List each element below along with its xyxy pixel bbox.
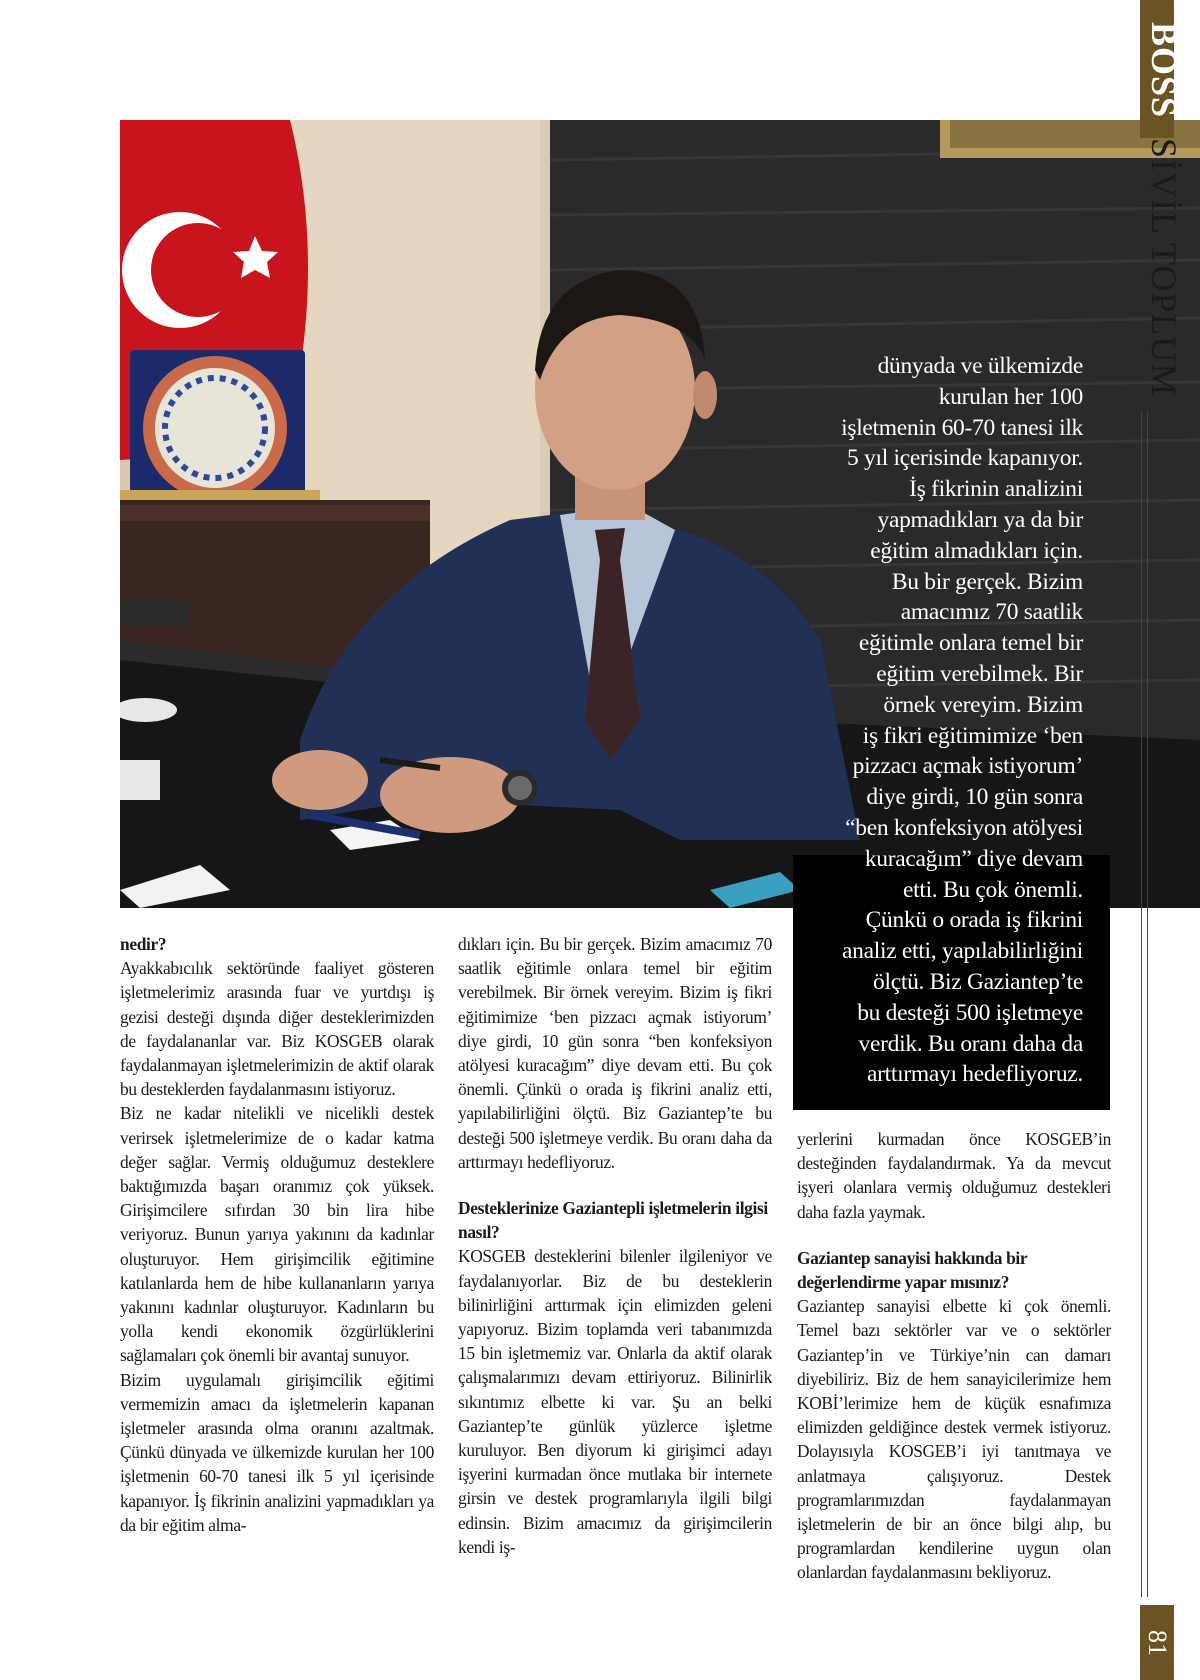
- pull-quote-line: ölçtü. Biz Gaziantep’te: [873, 968, 1083, 995]
- page-number: 81: [1140, 1605, 1174, 1680]
- article-column-2: [458, 932, 772, 1559]
- article-column-1: [120, 932, 434, 1537]
- pull-quote-line: Çünkü o orada iş fikrini: [865, 907, 1083, 934]
- pull-quote-line: eğitimle onlara temel bir: [858, 630, 1083, 657]
- question-heading: nedir?: [120, 934, 167, 954]
- pull-quote-line: eğitim verebilmek. Bir: [876, 660, 1083, 687]
- pull-quote-line: verdik. Bu oranı daha da: [858, 1030, 1083, 1057]
- article-paragraph: Bizim uygulamalı girişimcilik eğitimi vermemizin amacı da işletmelerin kapanan işletmeler arasında olma oranını azaltmak. Çünkü dünyada ve ülkemizde kurulan her 100 işletmenin 60-70 tanesi ilk 5 yıl içerisinde kapanıyor. İş fikrinin analizini yapmadıkları ya da bir eğitim alma-: [120, 1369, 434, 1535]
- article-paragraph: dıkları için. Bu bir gerçek. Bizim amacımız 70 saatlik eğitimle onlara temel bir eğitim verebilmek. Bir örnek vereyim. Bizim iş fikri eğitimimize ‘ben pizzacı açmak istiyorum’ diye girdi, 10 gün sonra “ben konfeksiyon atölyesi kuracağım” diye devam etti. Bu çok önemli. Çünkü o orada iş fikrini analiz etti, yapılabilirliğini ölçtü. Biz Gaziantep’te bu desteği 500 işletmeye verdik. Bu oranı daha da arttırmayı hedefliyoruz.: [458, 934, 772, 1172]
- magazine-brand: BOSS: [1144, 22, 1184, 119]
- article-paragraph: KOSGEB desteklerini bilenler ilgileniyor ve faydalanıyorlar. Biz de bu desteklerin bilinirliğini arttırmak için elimizden geleni yapıyoruz. Bizim toplamda veri tabanımızda 15 bin işletmemiz var. Onlarla da aktif olarak çalışmalarımızı devam ettiriyoruz. Bilinirlik sıkıntımız elbette ki var. Şu an belki Gaziantep’te günlük yüzlerce işletme kuruluyor. Ben diyorum ki girişimci adayı işyerini kurmadan önce mutlaka bir internete girsin ve destek programlarıyla ilgili bilgi edinsin. Bizim amacımız da girişimcilerin kendi iş-: [458, 1246, 772, 1557]
- pull-quote-line: eğitim almadıkları için.: [870, 537, 1083, 564]
- pull-quote-line: 5 yıl içerisinde kapanıyor.: [847, 445, 1083, 472]
- article-paragraph: yerlerini kurmadan önce KOSGEB’in desteğinden faydalandırmak. Ya da mevcut işyeri olanlara vermiş olduğumuz destekleri daha fazla yaymak.: [797, 1129, 1111, 1222]
- sidebar-rule: [1141, 412, 1142, 1597]
- article-paragraph: Ayakkabıcılık sektöründe faaliyet gösteren işletmelerimiz arasında fuar ve yurtdışı iş gezisi desteği dışında diğer desteklerimizden de faydalananlar var. Biz KOSGEB olarak faydalanmayan işletmelerimizin de aktif olarak bu desteklerden faydalanmasını istiyoruz.: [120, 958, 434, 1100]
- pull-quote-line: bu desteği 500 işletmeye: [857, 999, 1083, 1026]
- question-heading: Desteklerinize Gaziantepli işletmelerin ilgisi nasıl?: [458, 1198, 768, 1243]
- pull-quote-line: kurulan her 100: [938, 383, 1083, 410]
- pull-quote-line: iş fikri eğitimimize ‘ben: [862, 722, 1083, 749]
- article-column-3: [797, 1127, 1111, 1585]
- pull-quote-line: amacımız 70 saatlik: [900, 599, 1083, 626]
- section-title: SİVİL TOPLUM: [1144, 138, 1184, 397]
- pull-quote-line: diye girdi, 10 gün sonra: [866, 784, 1083, 811]
- pull-quote-line: arttırmayı hedefliyoruz.: [867, 1061, 1083, 1088]
- pull-quote-line: analiz etti, yapılabilirliğini: [842, 938, 1083, 965]
- pull-quote-line: dünyada ve ülkemizde: [877, 353, 1083, 379]
- sidebar-rule: [1147, 412, 1148, 1597]
- question-heading: Gaziantep sanayisi hakkında bir değerlendirme yapar mısınız?: [797, 1247, 1027, 1293]
- pull-quote-line: etti. Bu çok önemli.: [902, 876, 1083, 903]
- pull-quote-line: Bu bir gerçek. Bizim: [891, 568, 1083, 595]
- pull-quote-line: “ben konfeksiyon atölyesi: [845, 814, 1083, 841]
- pull-quote-line: kuracağım” diye devam: [864, 845, 1083, 872]
- pull-quote-line: İş fikrinin analizini: [909, 476, 1083, 503]
- pull-quote: [793, 351, 1083, 1090]
- pull-quote-line: örnek vereyim. Bizim: [883, 691, 1083, 718]
- article-paragraph: Gaziantep sanayisi elbette ki çok önemli. Temel bazı sektörler var ve o sektörler Gaziantep’in ve Türkiye’nin can damarı diyebiliriz. Biz de hem sanayicilerimize hem KOBİ’lerimize hem de küçük esnafımıza elimizden geldiğince destek vermek istiyoruz. Dolayısıyla KOSGEB’i iyi tanıtmaya ve anlatmaya çalışıyoruz. Destek programlarımızdan faydalanmayan işletmelerin de bir an önce bilgi alıp, bu programlardan kendilerine uygun olan olanlardan faydalanmasını bekliyoruz.: [797, 1296, 1111, 1583]
- article-paragraph: Biz ne kadar nitelikli ve nicelikli destek verirsek işletmelerimize de o kadar katma değer sağlar. Vermiş olduğumuz desteklere baktığımızda başarı oranımız çok yüksek. Girişimcilere sıfırdan 30 bin lira hibe veriyoruz. Bunun yarıya yakınını da kadınlar oluşturuyor. Hem girişimcilik eğitimine katılanlarda hem de hibe kullananların yarıya yakınını kadınlar oluşturuyor. Kadınların bu yolla kendi ekonomik özgürlüklerini sağlamaları çok önemli bir avantaj sunuyor.: [120, 1103, 434, 1366]
- pull-quote-line: yapmadıkları ya da bir: [877, 506, 1083, 533]
- pull-quote-line: pizzacı açmak istiyorum’: [852, 753, 1083, 780]
- pull-quote-line: işletmenin 60-70 tanesi ilk: [841, 414, 1083, 441]
- section-header: [1146, 22, 1182, 396]
